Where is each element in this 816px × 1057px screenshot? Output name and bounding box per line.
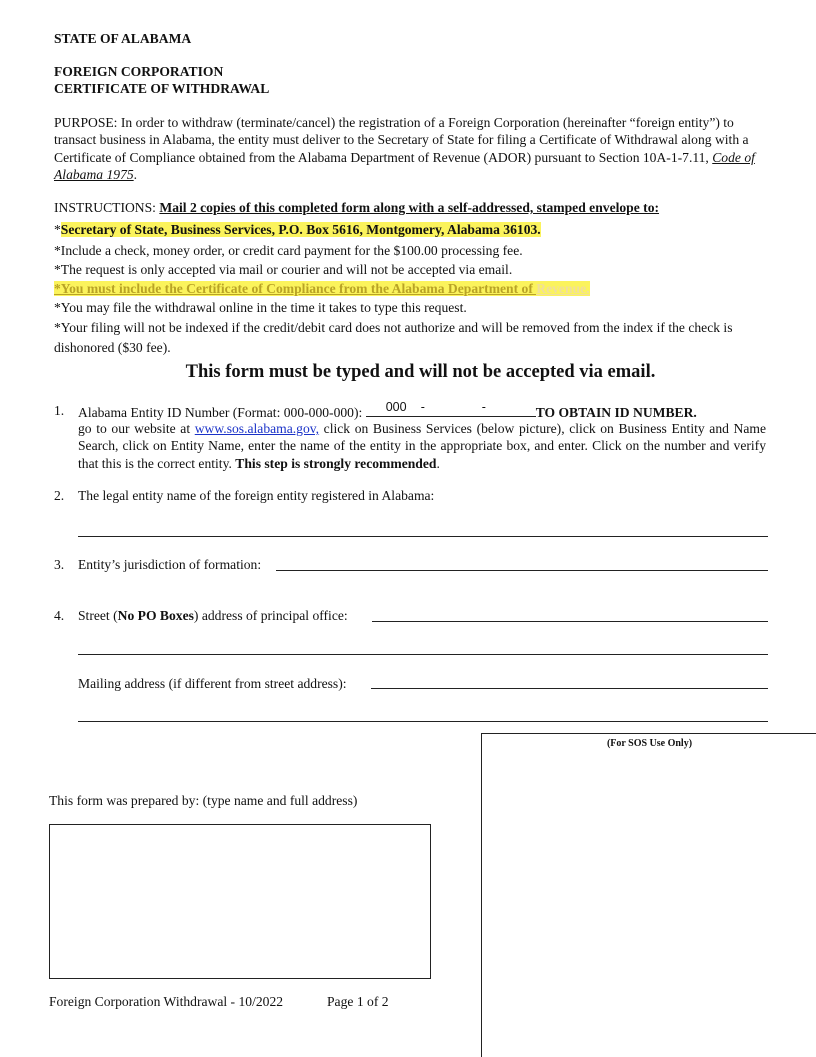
mailing-address-field[interactable] <box>371 688 768 689</box>
instructions-heading <box>54 199 774 216</box>
q4-label: Street (No PO Boxes) address of principal office: <box>78 608 348 623</box>
q2-number: 2. <box>54 488 65 503</box>
sos-website-link[interactable]: www.sos.alabama.gov, <box>194 421 320 436</box>
instructions-mail-line: Mail 2 copies of this completed form along with a self-addressed, stamped envelope to: <box>159 200 660 215</box>
form-title-line1: FOREIGN CORPORATION <box>54 64 224 79</box>
instruction-item: *The request is only accepted via mail or courier and will not be accepted via email. <box>54 262 513 277</box>
footer-form-id: Foreign Corporation Withdrawal - 10/2022 <box>49 994 284 1009</box>
mailing-address-field-line2[interactable] <box>78 721 768 722</box>
sos-use-only-box <box>481 733 816 1057</box>
q4-number: 4. <box>54 608 65 623</box>
instructions-label: INSTRUCTIONS: <box>54 200 160 215</box>
compliance-tail: Revenue. <box>536 281 590 296</box>
q1-number: 1. <box>54 403 65 418</box>
obtain-id-heading: TO OBTAIN ID NUMBER. <box>535 405 697 420</box>
form-title-line2: CERTIFICATE OF WITHDRAWAL <box>54 81 270 96</box>
q1-instructions: go to our website at www.sos.alabama.gov, click on Business Services (below picture), click on Business Entity and Name Search, click on Entity Name, enter the name of the entity in the appropriate box, and enter. Click on the number and verify that this is the correct entity. This step is strongly recommended. <box>78 421 766 471</box>
compliance-highlight: *You must include the Certificate of Compliance from the Alabama Department of <box>54 281 537 296</box>
state-heading: STATE OF ALABAMA <box>54 31 192 46</box>
q3-label: Entity’s jurisdiction of formation: <box>78 557 262 572</box>
prepared-by-box[interactable] <box>49 824 431 979</box>
entity-name-field[interactable] <box>78 536 768 537</box>
instruction-item: *Include a check, money order, or credit card payment for the $100.00 processing fee. <box>54 243 523 258</box>
mailing-address-label: Mailing address (if different from street address): <box>78 676 347 691</box>
purpose-text: PURPOSE: In order to withdraw (terminate/cancel) the registration of a Foreign Corporation (hereinafter “foreign entity”) to transact business in Alabama, the entity must deliver to the Secretary of State for filing a Certificate of Withdrawal along with a Certificate of Compliance obtained from the Alabama Department of Revenue (ADOR) pursuant to Section 10A-1-7.11, <box>54 115 749 165</box>
footer-page-number: Page 1 of 2 <box>327 994 389 1009</box>
q2-label: The legal entity name of the foreign entity registered in Alabama: <box>78 488 435 503</box>
entity-id-field[interactable]: 000 - - <box>366 402 536 417</box>
street-address-field[interactable] <box>372 621 768 622</box>
instruction-item: *You may file the withdrawal online in the time it takes to type this request. <box>54 300 467 315</box>
jurisdiction-field[interactable] <box>276 570 768 571</box>
street-address-field-line2[interactable] <box>78 654 768 655</box>
mailing-address-highlight: Secretary of State, Business Services, P.O. Box 5616, Montgomery, Alabama 36103. <box>60 222 541 237</box>
q3-number: 3. <box>54 557 65 572</box>
instruction-address: *Secretary of State, Business Services, P.O. Box 5616, Montgomery, Alabama 36103. <box>54 222 541 237</box>
q1-label: Alabama Entity ID Number (Format: 000-000-000): <box>78 405 366 420</box>
instruction-compliance <box>54 280 590 297</box>
instruction-item: *Your filing will not be indexed if the credit/debit card does not authorize and will be removed from the index if the check is dishonored ($30 fee). <box>54 320 733 355</box>
typed-notice: This form must be typed and will not be accepted via email. <box>185 362 656 382</box>
prepared-by-label: This form was prepared by: (type name and full address) <box>49 793 358 808</box>
sos-use-only-label: (For SOS Use Only) <box>606 738 693 749</box>
purpose-citation: Code of Alabama 1975 <box>54 149 755 182</box>
purpose-paragraph: PURPOSE: In order to withdraw (terminate/cancel) the registration of a Foreign Corporation (hereinafter “foreign entity”) to transact business in Alabama, the entity must deliver to the Secretary of State for filing a Certificate of Withdrawal along with a Certificate of Compliance obtained from the Alabama Department of Revenue (ADOR) pursuant to Section 10A-1-7.11, Code of Alabama 1975. <box>54 115 755 182</box>
q1-line <box>78 402 766 421</box>
